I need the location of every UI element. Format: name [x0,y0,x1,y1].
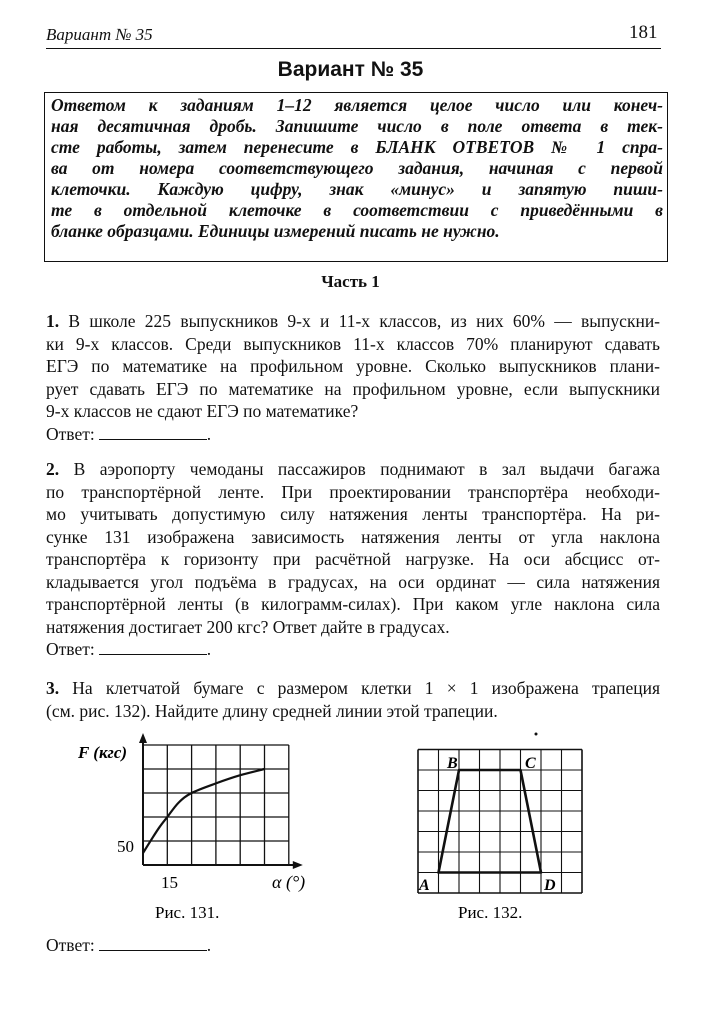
instruction-line: Ответом к заданиям 1–12 является целое число или конеч- [51,95,663,115]
page-number: 181 [629,22,658,43]
answer-label: Ответ: [46,935,95,955]
question-line: мо учитывать допустимую силу натяжения ленты транспортёра. На ри- [46,504,660,524]
answer-row [46,934,660,957]
question-line: 9-х классов не сдают ЕГЭ по математике? [46,401,359,421]
question-line: сунке 131 изображена зависимость натяжения ленты от угла наклона [46,526,660,547]
instruction-line: те в отдельной клеточке в соответствии с приведёнными в [51,200,663,220]
running-head: Вариант № 35 [46,25,153,44]
question-line: транспортёра к горизонту при расчётной нагрузке. На оси абсцисс от- [46,549,660,569]
fig132-diagram [418,750,582,894]
question-line: по транспортёрной ленте. При проектировании транспортёра необходи- [46,481,660,502]
instruction-line: бланке образцами. Единицы измерений писать не нужно. [51,221,500,241]
question-line: натяжения достигает 200 кгс? Ответ дайте в градусах. [46,616,450,637]
answer-period: . [206,423,212,444]
fig131-chart [139,733,303,869]
trapezoid-abcd [439,770,542,873]
instruction-line: сте работы, затем перенесите в БЛАНК ОТВЕТОВ № 1 спра- [51,137,663,157]
question-line: рует сдавать ЕГЭ по математике на профильном уровне, если выпускники [46,378,660,399]
y-axis-label: F (кгс) [78,743,128,762]
answer-period: . [206,935,212,955]
x-axis-label: α (°) [272,872,306,892]
question-line: транспортёрной ленты (в килограмм-силах). При каком угле наклона сила [46,594,660,614]
instruction-line: ная десятичная дробь. Запишите число в поле ответа в тек- [51,116,663,136]
question-line: В аэропорту чемоданы пассажиров поднимают в зал выдачи багажа [73,459,660,479]
instruction-line: клеточки. Каждую цифру, знак «минус» и запятую пиши- [51,179,663,199]
answer-field[interactable] [99,936,207,951]
question-line: ки 9-х классов. Среди выпускников 11-х классов 70% планируют сдавать [46,333,660,354]
question-number: 1. [46,311,60,331]
x-axis-arrow-icon [293,861,303,869]
part-title: Часть 1 [321,272,380,291]
answer-label: Ответ: [46,423,95,444]
question-line: В школе 225 выпускников 9-х и 11-х классов, из них 60% — выпускни- [68,311,660,331]
figure-caption: Рис. 131. [155,903,220,922]
answer-period: . [206,639,212,659]
question-number: 3. [46,678,60,698]
question-line: ЕГЭ по математике на профильном уровне. Сколько выпускников плани- [46,356,660,376]
vertex-label-c: C [525,755,536,772]
figure-caption: Рис. 132. [458,903,523,922]
instruction-line: ва от номера соответствующего задания, начиная с первой [51,158,663,178]
y-axis-arrow-icon [139,733,147,743]
x-tick-label: 15 [161,873,178,892]
question-line: (см. рис. 132). Найдите длину средней линии этой трапеции. [46,700,498,721]
vertex-label-d: D [544,877,556,894]
vertex-label-a: A [419,877,430,894]
answer-label: Ответ: [46,639,95,659]
y-tick-label: 50 [117,837,134,856]
stray-dot [535,733,538,736]
question-number: 2. [46,459,60,479]
page-title: Вариант № 35 [277,58,424,81]
vertex-label-b: B [447,755,458,772]
question-line: На клетчатой бумаге с размером клетки 1 × 1 изображена трапеция [72,678,660,698]
question-line: кладывается угол подъёма в градусах, на оси ординат — сила натяжения [46,571,660,592]
